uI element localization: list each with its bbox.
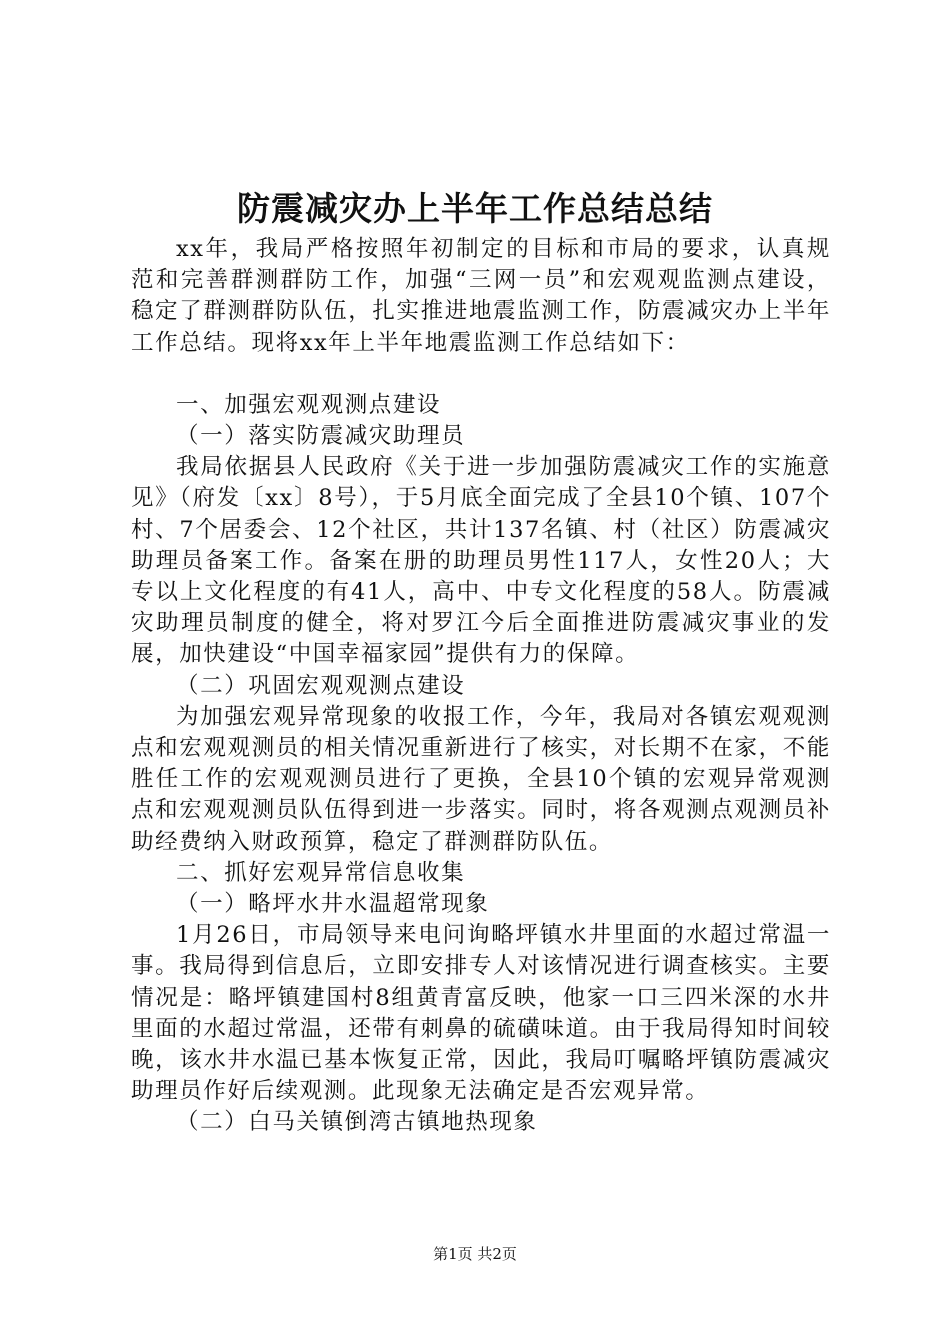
body-paragraph: 1月26日，市局领导来电问询略坪镇水井里面的水超过常温一事。我局得到信息后，立即安排专人对该情况进行调查核实。主要情况是：略坪镇建国村8组黄青富反映，他家一口三四米深的水井里面的水超过常温，还带有刺鼻的硫磺味道。由于我局得知时间较晚，该水井水温已基本恢复正常，因此，我局叮嘱略坪镇防震减灾助理员作好后续观测。此现象无法确定是否宏观异常。 xyxy=(131,922,831,1105)
document-title: 防震减灾办上半年工作总结总结 xyxy=(237,189,713,228)
subsection-heading-2-1: （一）略坪水井水温超常现象 xyxy=(176,891,490,918)
subsection-heading-1-2: （二）巩固宏观观测点建设 xyxy=(176,672,466,699)
document-body xyxy=(131,234,831,1139)
section-heading-2: 二、抓好宏观异常信息收集 xyxy=(176,859,466,886)
body-paragraph: 为加强宏观异常现象的收报工作，今年，我局对各镇宏观观测点和宏观观测员的相关情况重新进行了核实，对长期不在家，不能胜任工作的宏观观测员进行了更换，全县10个镇的宏观异常观测点和宏观观测员队伍得到进一步落实。同时，将各观测点观测员补助经费纳入财政预算，稳定了群测群防队伍。 xyxy=(131,703,831,855)
body-paragraph: 我局依据县人民政府《关于进一步加强防震减灾工作的实施意见》（府发〔xx〕8号），于5月底全面完成了全县10个镇、107个村、7个居委会、12个社区，共计137名镇、村（社区）防震减灾助理员备案工作。备案在册的助理员男性117人，女性20人；大专以上文化程度的有41人，高中、中专文化程度的58人。防震减灾助理员制度的健全，将对罗江今后全面推进防震减灾事业的发展，加快建设“中国幸福家园”提供有力的保障。 xyxy=(131,454,831,668)
intro-paragraph: xx年，我局严格按照年初制定的目标和市局的要求，认真规范和完善群测群防工作，加强“三网一员”和宏观观监测点建设，稳定了群测群防队伍，扎实推进地震监测工作，防震减灾办上半年工作总结。现将xx年上半年地震监测工作总结如下： xyxy=(131,236,831,356)
subsection-heading-2-2: （二）白马关镇倒湾古镇地热现象 xyxy=(176,1109,538,1136)
subsection-heading-1-1: （一）落实防震减灾助理员 xyxy=(176,423,466,450)
section-heading-1: 一、加强宏观观测点建设 xyxy=(176,391,442,418)
page-footer: 第1页 共2页 xyxy=(433,1245,517,1263)
